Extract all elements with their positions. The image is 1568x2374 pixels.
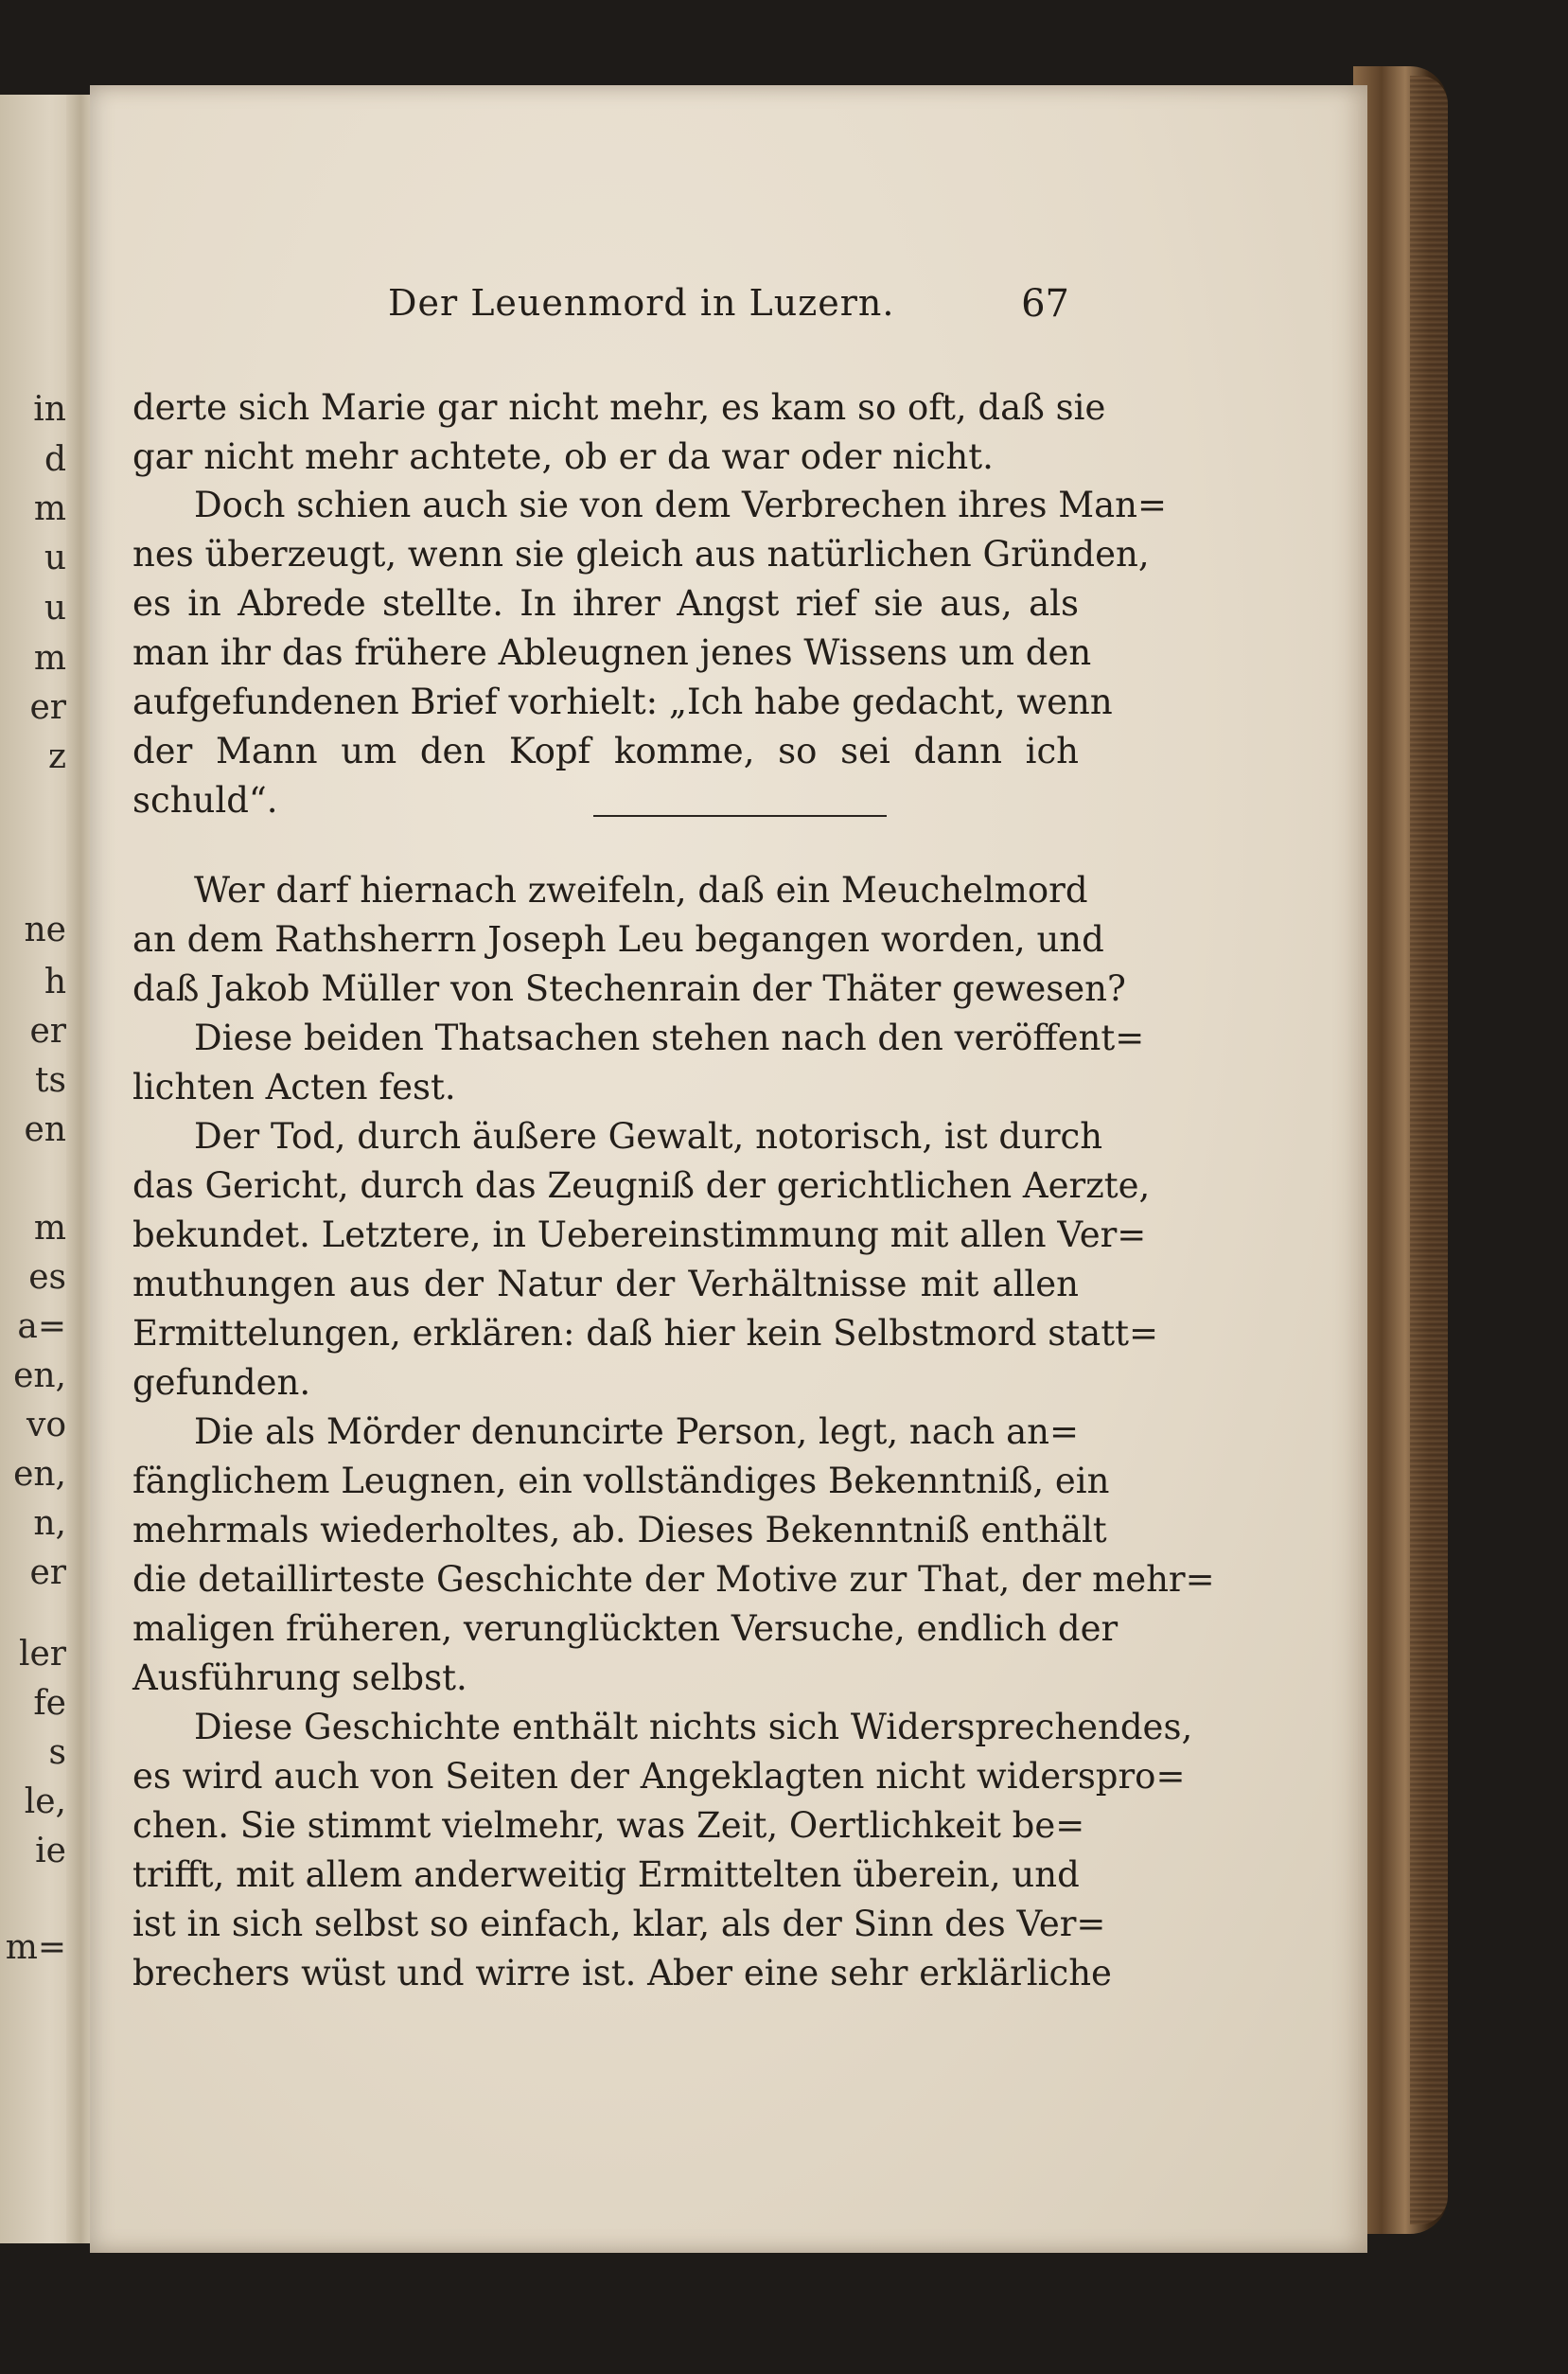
text-line: es wird auch von Seiten der Angeklagten nicht widerspro= [132, 1756, 1186, 1797]
page-block-edge [1410, 76, 1448, 2224]
left-page-fragment: m [33, 639, 66, 678]
text-line: Doch schien auch sie von dem Verbrechen ihres Man= [194, 485, 1167, 525]
left-page-fragment: u [44, 539, 66, 577]
left-page-fragment: ts [35, 1061, 66, 1100]
left-page-fragment: s [48, 1733, 66, 1772]
text-line: Diese beiden Thatsachen stehen nach den veröffent= [194, 1018, 1145, 1058]
left-page-fragment: er [29, 1012, 66, 1051]
left-page-fragment: m [33, 489, 66, 528]
page-number: 67 [1021, 282, 1069, 326]
left-page-fragment: ne [24, 911, 66, 949]
text-line: muthungen aus der Natur der Verhältnisse mit allen [132, 1264, 1079, 1304]
text-line: chen. Sie stimmt vielmehr, was Zeit, Oertlichkeit be= [132, 1805, 1085, 1846]
left-page-fragment: en [24, 1110, 66, 1149]
text-line: ist in sich selbst so einfach, klar, als der Sinn des Ver= [132, 1904, 1106, 1944]
text-line: Wer darf hiernach zweifeln, daß ein Meuchelmord [194, 870, 1088, 911]
left-page-fragment: h [44, 963, 66, 1001]
left-page-fragment: u [44, 589, 66, 628]
text-line: es in Abrede stellte. In ihrer Angst rief sie aus, als [132, 583, 1079, 624]
text-line: maligen früheren, verunglückten Versuche, endlich der [132, 1608, 1119, 1649]
left-page-fragment: vo [26, 1406, 66, 1444]
text-line: Die als Mörder denuncirte Person, legt, nach an= [194, 1411, 1079, 1452]
left-page-fragment: en, [13, 1455, 66, 1494]
left-page-fragment: m [33, 1209, 66, 1248]
text-line: fänglichem Leugnen, ein vollständiges Bekenntniß, ein [132, 1461, 1110, 1501]
left-page-fragment: n, [33, 1504, 66, 1543]
left-page-fragment: z [48, 737, 66, 776]
text-line: derte sich Marie gar nicht mehr, es kam so oft, daß sie [132, 387, 1106, 428]
left-page-fragment: ler [18, 1635, 66, 1674]
left-page-fragment: er [29, 1553, 66, 1592]
left-page-fragment: es [28, 1258, 66, 1297]
left-page-fragment: m= [5, 1928, 66, 1967]
text-line: aufgefundenen Brief vorhielt: „Ich habe gedacht, wenn [132, 682, 1113, 722]
text-line: Diese Geschichte enthält nichts sich Widersprechendes, [194, 1707, 1193, 1747]
left-page-fragment: le, [24, 1782, 66, 1821]
text-line: Ausführung selbst. [132, 1657, 467, 1698]
text-line: nes überzeugt, wenn sie gleich aus natürlichen Gründen, [132, 534, 1150, 575]
text-line: bekundet. Letztere, in Uebereinstimmung mit allen Ver= [132, 1214, 1147, 1255]
text-line: mehrmals wiederholtes, ab. Dieses Bekenntniß enthält [132, 1510, 1107, 1550]
text-line: lichten Acten fest. [132, 1067, 456, 1107]
text-line: der Mann um den Kopf komme, so sei dann ich [132, 731, 1079, 771]
text-line: gefunden. [132, 1362, 311, 1403]
left-page-fragment: er [29, 688, 66, 727]
left-page-fragment: ie [35, 1832, 66, 1870]
left-page-fragment: in [33, 390, 66, 429]
text-line: Ermittelungen, erklären: daß hier kein Selbstmord statt= [132, 1313, 1158, 1354]
text-line: trifft, mit allem anderweitig Ermittelten überein, und [132, 1854, 1080, 1895]
left-page-fragment: en, [13, 1356, 66, 1395]
left-page-fragment: a= [17, 1307, 66, 1346]
running-title: Der Leuenmord in Luzern. [388, 282, 895, 324]
left-page-fragment: fe [33, 1684, 66, 1723]
text-line: an dem Rathsherrn Joseph Leu begangen worden, und [132, 919, 1104, 960]
text-line: schuld“. [132, 780, 278, 821]
page-header [132, 282, 1069, 339]
text-line: Der Tod, durch äußere Gewalt, notorisch, ist durch [194, 1116, 1103, 1157]
text-line: die detaillirteste Geschichte der Motive zur That, der mehr= [132, 1559, 1215, 1600]
text-line: das Gericht, durch das Zeugniß der gerichtlichen Aerzte, [132, 1165, 1151, 1206]
text-line: brechers wüst und wirre ist. Aber eine sehr erklärliche [132, 1953, 1112, 1993]
left-page-fragment: d [44, 440, 66, 479]
text-line: daß Jakob Müller von Stechenrain der Thäter gewesen? [132, 968, 1126, 1009]
text-line: man ihr das frühere Ableugnen jenes Wissens um den [132, 632, 1092, 673]
text-line: gar nicht mehr achtete, ob er da war oder nicht. [132, 436, 994, 477]
